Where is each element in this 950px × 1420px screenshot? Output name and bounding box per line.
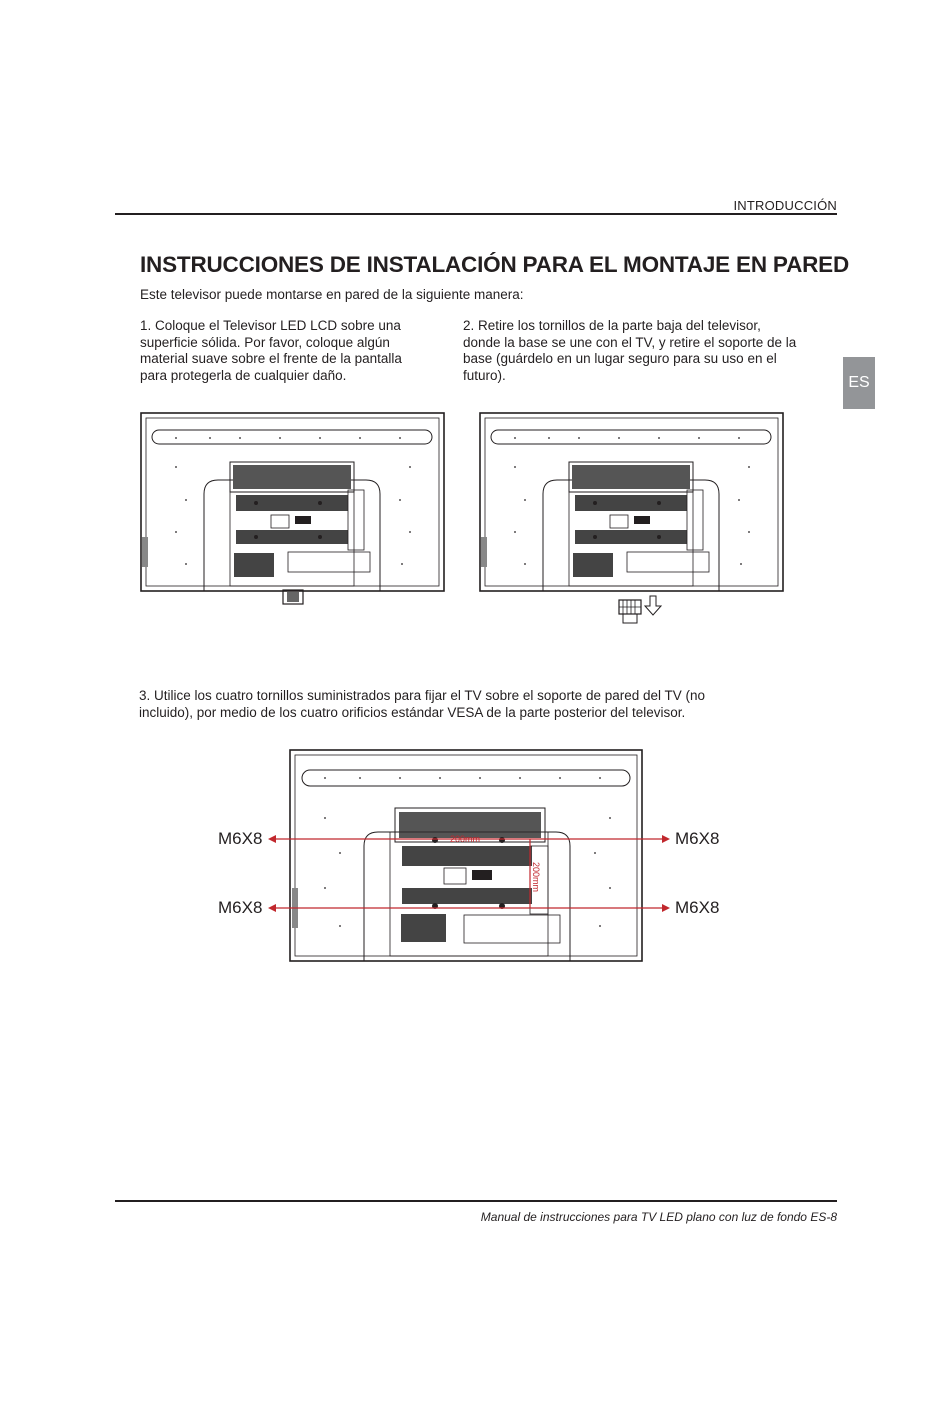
step-3-text: 3. Utilice los cuatro tornillos suministrados para fijar el TV sobre el soporte de pared del TV (no incluido), por medio de los cuatro orificios estándar VESA de la parte posterior del televisor. (139, 688, 706, 720)
section-label: INTRODUCCIÓN (733, 198, 837, 213)
page-title: INSTRUCCIONES DE INSTALACIÓN PARA EL MONTAJE EN PARED (140, 252, 850, 277)
vertical-spacing-label: 200mm (531, 862, 541, 893)
screw-label-top-left: M6X8 (218, 829, 263, 848)
screw-label-bottom-left: M6X8 (218, 898, 263, 917)
tv-rear-with-stand-figure (140, 412, 446, 607)
step-1-text: 1. Coloque el Televisor LED LCD sobre una superficie sólida. Por favor, coloque algún material suave sobre el frente de la pantalla para protegerla de cualquier daño. (140, 318, 402, 383)
footer-rule (115, 1200, 837, 1202)
arrow-right-icon (662, 904, 670, 912)
arrow-left-icon (268, 904, 276, 912)
arrow-left-icon (268, 835, 276, 843)
horizontal-spacing-label: 200mm (450, 834, 481, 844)
footer-text: Manual de instrucciones para TV LED plano con luz de fondo ES-8 (480, 1210, 837, 1224)
screw-label-bottom-right: M6X8 (675, 898, 720, 917)
arrow-right-icon (662, 835, 670, 843)
step-2-text: 2. Retire los tornillos de la parte baja del televisor, donde la base se une con el TV, y retire el soporte de la base (guárdelo en un lugar seguro para su uso en el futuro). (463, 318, 797, 383)
tv-rear-stand-removed-figure (479, 412, 785, 627)
header-rule (115, 213, 837, 215)
removed-stand-icon (619, 600, 641, 623)
language-tab: ES (843, 357, 875, 409)
intro-text: Este televisor puede montarse en pared de la siguiente manera: (140, 287, 524, 302)
vesa-mounting-figure (210, 748, 730, 966)
down-arrow-icon (645, 596, 661, 615)
screw-label-top-right: M6X8 (675, 829, 720, 848)
